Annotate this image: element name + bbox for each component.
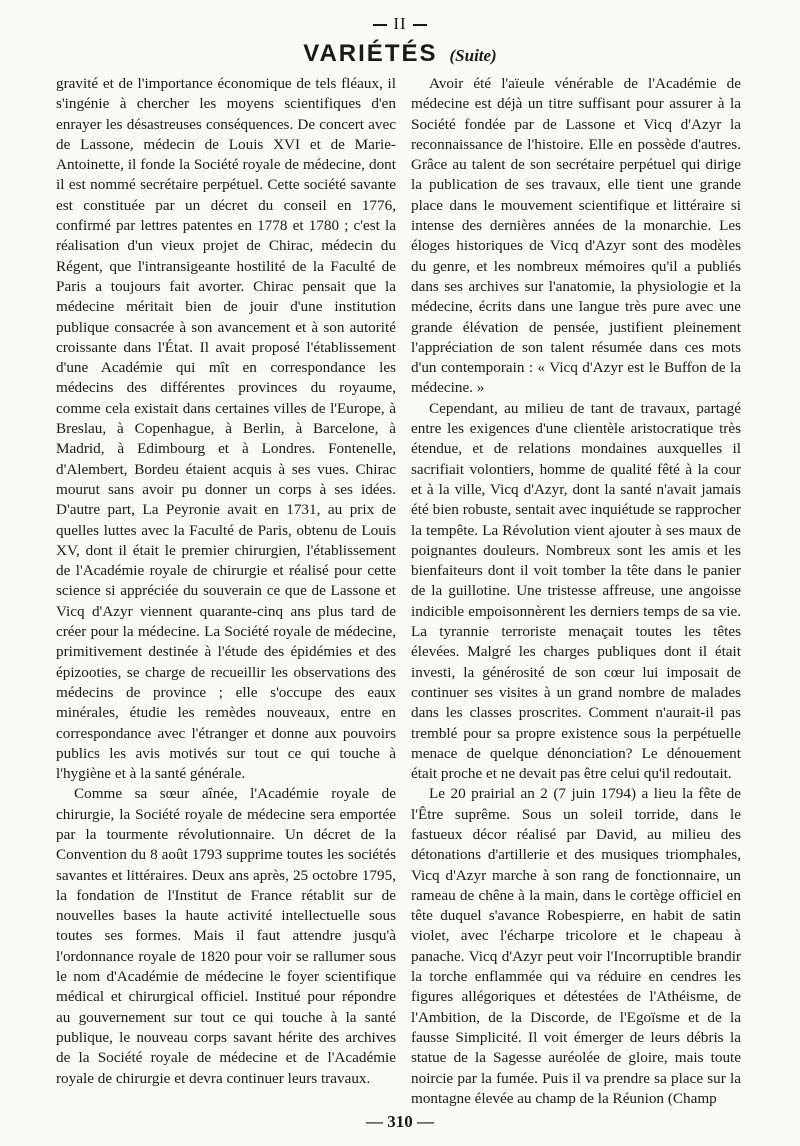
paragraph: Cependant, au milieu de tant de travaux, partagé entre les exigences d'une clientèle aristocratique très étendue, et de relations mondaines auxquelles il sacrifiait volontiers, homme de qualité fêté à la cour et à la ville, Vicq d'Azyr, dont la santé n'avait jamais été bien robuste, sentait avec inquiétude se rapprocher la tempête. La Révolution vient ajouter à ses maux de poignantes douleurs. Nombreux sont les amis et les bienfaiteurs dont il voit tomber la tête dans le panier de la guillotine. Une tristesse affreuse, une angoisse indicible empoisonnèrent les derniers temps de sa vie. La tyrannie terroriste menaçait toutes les têtes élevées. Malgré les charges publiques dont il était investi, la générosité de son cœur lui imposait de continuer ses visites à un grand nombre de malades dans les classes proscrites. Comment n'aurait-il pas tremblé pour sa propre existence sous la perpétuelle menace de quelque dénonciation? Le dénouement était proche et ne devait pas être celui qu'il redoutait.	[411, 399, 741, 783]
section-header	[0, 40, 800, 68]
page-number: — 310 —	[366, 1112, 434, 1131]
right-column	[411, 74, 741, 1109]
paragraph: Le 20 prairial an 2 (7 juin 1794) a lieu la fête de l'Être suprême. Sous un soleil torride, dans le fastueux décor réalisé par David, au milieu des détonations d'artillerie et des musiques triomphales, Vicq d'Azyr marche à son rang de fonctionnaire, un rameau de chêne à la main, dans le cortège officiel en tête duquel s'avance Robespierre, en habit de satin violet, avec l'écharpe tricolore et le chapeau à panache. Vicq d'Azyr peut voir l'Incorruptible brandir la torche enflammée qui va réduire en cendres les figures allégoriques et détestées de l'Athéisme, de l'Ambition, de la Discorde, de l'Egoïsme et de la fausse Simplicité. Il voit émerger de leurs débris la statue de la Sagesse auréolée de gloire, mais toute noircie par la fumée. Puis il va prendre sa place sur la montagne élevée au champ de la Réunion (Champ	[411, 785, 741, 1107]
paragraph: gravité et de l'importance économique de tels fléaux, il s'ingénie à chercher les moyens scientifiques d'en enrayer les désastreuses conséquences. De concert avec de Lassone, médecin de Louis XVI et de Marie-Antoinette, il fonde la Société royale de médecine, dont il est nommé secrétaire perpétuel. Cette société savante est constituée par un décret du conseil en 1776, confirmé par lettres patentes en 1778 et 1780 ; c'est la réalisation d'un vieux projet de Chirac, médecin du Régent, que l'intransigeante hostilité de la Faculté de Paris a toujours fait avorter. Chirac pensait que la médecine méritait bien de jouir d'une institution publique consacrée à son avancement et à son autorité croissante dans l'État. Il avait proposé l'établissement d'une Académie qui mît en correspondance les médecins des différentes provinces du royaume, comme cela existait dans certaines villes de l'Europe, à Breslau, à Copenhague, à Berlin, à Barcelone, à Madrid, à Edimbourg et à Londres. Fontenelle, d'Alembert, Bordeu étaient acquis à ses vues. Chirac mourut sans avoir pu donner un corps à ses idées. D'autre part, La Peyronie avait en 1731, au prix de quelles luttes avec la Faculté de Paris, obtenu de Louis XV, dont il était le premier chirurgien, l'établissement de l'Académie royale de chirurgie et réalisé pour cette science si appréciée du souverain ce que de Lassone et Vicq d'Azyr viennent quarante-cinq ans plus tard de créer pour la médecine. La Société royale de médecine, primitivement destinée à l'étude des épidémies et des épizooties, se charge de recueillir les observations des médecins de province ; elle s'occupe des eaux minérales, étudie les remèdes nouveaux, entre en correspondance avec l'étranger et donne aux pouvoirs publics les avis motivés sur tout ce qui touche à l'hygiène et à la santé générale.	[56, 75, 396, 783]
section-title: VARIÉTÉS	[303, 40, 438, 67]
paragraph: Avoir été l'aïeule vénérable de l'Académie de médecine est déjà un titre suffisant pour assurer à la Société fondée par de Lassone et Vicq d'Azyr la reconnaissance de l'histoire. Elle en possède d'autres. Grâce au talent de son secrétaire perpétuel qui dirige la publication de ses travaux, elle tient une grande place dans le mouvement scientifique et littéraire si intense des dernières années de la monarchie. Les éloges historiques de Vicq d'Azyr sont des modèles du genre, et les nombreux mémoires qu'il a publiés dans ses archives sur l'anatomie, la physiologie et la médecine, écrits dans une langue très pure avec une grande élévation de pensée, justifient pleinement l'appréciation de son talent résumée dans ces mots d'un contemporain : « Vicq d'Azyr est le Buffon de la médecine. »	[411, 75, 741, 397]
paragraph: Comme sa sœur aînée, l'Académie royale de chirurgie, la Société royale de médecine sera emportée par la tourmente révolutionnaire. Un décret de la Convention du 8 août 1793 supprime toutes les sociétés savantes et littéraires. Deux ans après, 25 octobre 1795, la fondation de l'Institut de France rétablit sur de nouvelles bases la haute activité intellectuelle sous toutes ses formes. Mais il faut attendre jusqu'à l'ordonnance royale de 1820 pour voir se rallumer sous le nom d'Académie de médecine le foyer scientifique médical et chirurgical officiel. Institué pour répondre au gouvernement sur tout ce qui touche à la santé publique, le nouveau corps savant hérite des archives de la Société royale de médecine et de l'Académie royale de chirurgie et devra continuer leurs travaux.	[56, 785, 396, 1087]
left-column	[56, 74, 396, 1089]
page-roman-numeral: II	[0, 14, 800, 34]
section-suite: (Suite)	[449, 46, 497, 65]
